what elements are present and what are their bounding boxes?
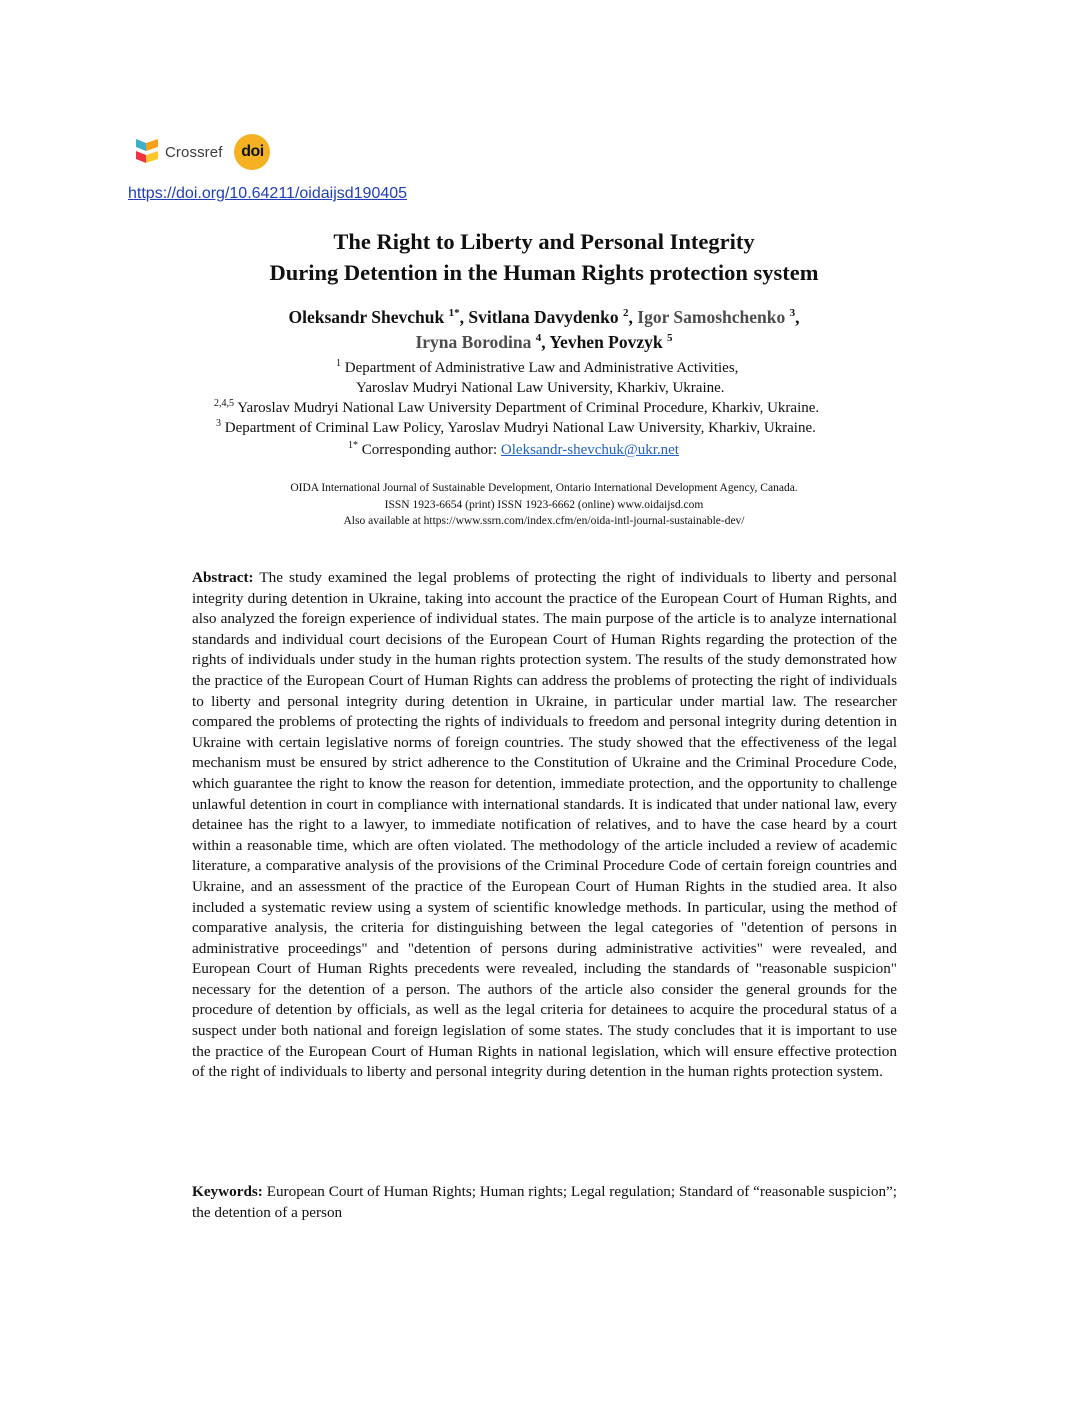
- author-superscript: 3: [789, 307, 796, 320]
- corresponding-email-link[interactable]: Oleksandr-shevchuk@ukr.net: [500, 442, 679, 458]
- abstract-text: The study examined the legal problems of protecting the right of individuals to liberty and personal integrity during detention in Ukraine, taking into account the practice of the European Court of Human Rights, and also analyzed the foreign experience of individual states. The main purpose of the article is to analyze international standards and individual court decisions of the European Court of Human Rights regarding the protection of the rights of individuals under study in the human rights protection system. The results of the study demonstrated how the practice of the European Court of Human Rights can address the problems of protecting the right of individuals to liberty and personal integrity during detention in Ukraine, in particular under martial law. The researcher compared the problems of protecting the rights of individuals to freedom and personal integrity during detention in Ukraine with certain legislative norms of foreign countries. The study showed that the effectiveness of the legal mechanism must be ensured by strict adherence to the Constitution of Ukraine and the Criminal Procedure Code, which guarantee the right to know the reason for detention, immediate protection, and the opportunity to challenge unlawful detention in court in compliance with international standards. It is indicated that under national law, every detainee has the right to a lawyer, to immediate notification of relatives, and to have the case heard by a court within a reasonable time, which are often violated. The methodology of the article included a review of academic literature, a comparative analysis of the provisions of the Criminal Procedure Code of certain foreign countries and Ukraine, and an assessment of the practice of the European Court of Human Rights in the studied area. It also included a systematic review using a system of scientific knowledge methods. In particular, using the method of comparative analysis, the criteria for distinguishing between the legal categories of "detention of persons in administrative proceedings" and "detention of persons during administrative activities" were revealed, and European Court of Human Rights precedents were revealed, including the standards of "reasonable suspicion" necessary for the detention of a person. The authors of the article also consider the general grounds for the procedure of detention by officials, as well as the legal criteria for detainees to acquire the procedural status of a suspect under both national and foreign legislation of some states. The study concludes that it is important to use the practice of the European Court of Human Rights in national legislation, which will ensure effective protection of the right of individuals to liberty and personal integrity during detention in the human rights protection system.: [192, 569, 897, 1081]
- affiliation-1-line-2: Yaroslav Mudryi National Law University, Kharkiv, Ukraine.: [356, 380, 725, 396]
- corresponding-author: [348, 440, 679, 460]
- crossref-mark-icon: [136, 137, 160, 167]
- author-list: [0, 305, 1088, 355]
- crossref-logo[interactable]: [136, 137, 222, 167]
- doi-link[interactable]: https://doi.org/10.64211/oidaijsd190405: [128, 185, 408, 202]
- affiliation-superscript: 3: [216, 418, 221, 429]
- affiliation-text: Department of Criminal Law Policy, Yaroslav Mudryi National Law University, Kharkiv, Ukraine.: [224, 420, 816, 436]
- journal-info: [0, 480, 1088, 530]
- affiliation-1: [336, 358, 738, 378]
- author-name: Igor Samoshchenko: [637, 307, 786, 327]
- corresponding-label: Corresponding author:: [361, 442, 498, 458]
- doi-logo[interactable]: [234, 134, 270, 170]
- keywords: [192, 1182, 897, 1223]
- author-superscript: 5: [667, 332, 673, 345]
- abstract-label: Abstract:: [192, 569, 254, 586]
- author-superscript: 1*: [448, 307, 460, 320]
- journal-availability: Also available at https://www.ssrn.com/index.cfm/en/oida-intl-journal-sustainable-dev/: [343, 515, 745, 527]
- affiliation-text: Department of Administrative Law and Administrative Activities,: [344, 360, 739, 376]
- keywords-text: European Court of Human Rights; Human rights; Legal regulation; Standard of “reasonable suspicion”; the detention of a person: [192, 1183, 897, 1221]
- author-name: Yevhen Povzyk: [549, 332, 663, 352]
- author-superscript: 4: [535, 332, 542, 345]
- author-line-2: Iryna Borodina $^4$, Yevhen Povzyk $^5$: [415, 332, 673, 352]
- author-line-1: Oleksandr Shevchuk $^{1*}$, Svitlana Davydenko $^2$, Igor Samoshchenko $^3$,: [288, 307, 800, 327]
- affiliation-superscript: 1: [336, 358, 341, 369]
- affiliation-text: Yaroslav Mudryi National Law University Department of Criminal Procedure, Kharkiv, Ukraine.: [237, 400, 820, 416]
- journal-line-1: OIDA International Journal of Sustainable Development, Ontario International Development Agency, Canada.: [290, 482, 798, 494]
- author-superscript: 2: [623, 307, 629, 320]
- journal-issn: ISSN 1923-6654 (print) ISSN 1923-6662 (online) www.oidaijsd.com: [384, 498, 704, 511]
- affiliation-2: [214, 398, 819, 418]
- keywords-label: Keywords:: [192, 1183, 263, 1200]
- author-name: Oleksandr Shevchuk: [288, 307, 445, 327]
- title-line-1: The Right to Liberty and Personal Integrity: [333, 229, 755, 254]
- affiliation-superscript: 2,4,5: [214, 398, 234, 409]
- doi-wordmark: doi: [241, 143, 264, 160]
- title-line-2: During Detention in the Human Rights protection system: [269, 260, 819, 285]
- crossref-wordmark: Crossref: [165, 143, 223, 161]
- author-name: Svitlana Davydenko: [468, 307, 619, 327]
- paper-title: [0, 226, 1088, 288]
- abstract: [192, 568, 897, 1083]
- author-name: Iryna Borodina: [415, 332, 532, 352]
- affiliation-3: [216, 418, 816, 438]
- affiliation-superscript: 1*: [348, 440, 358, 451]
- publisher-logos: [136, 132, 270, 172]
